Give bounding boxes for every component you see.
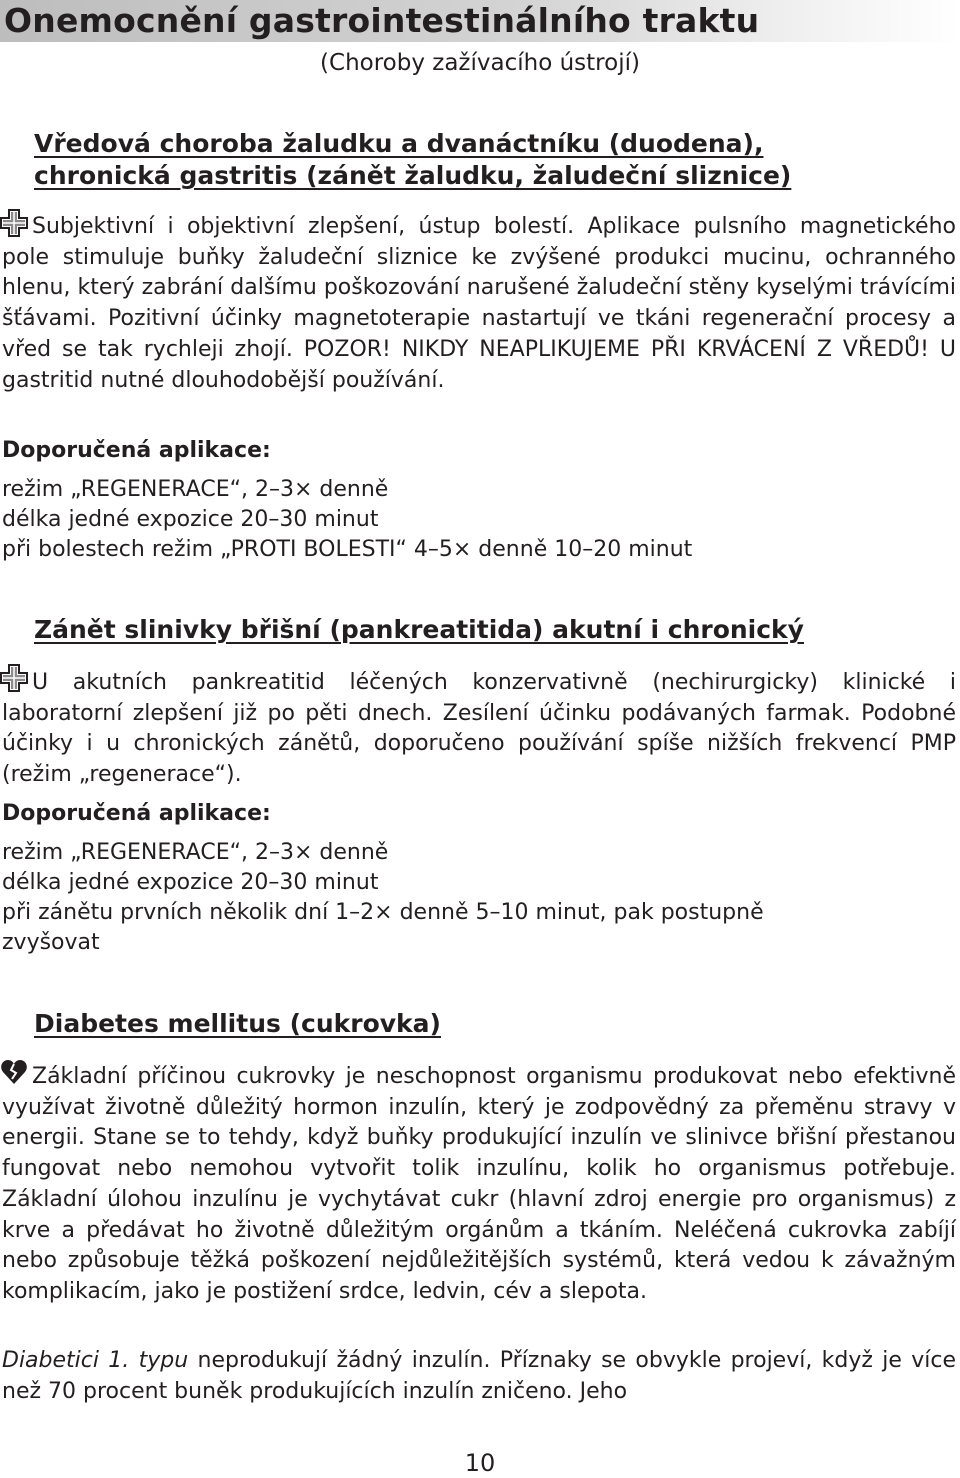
page-number: 10 xyxy=(464,1449,496,1477)
recommend-line: délka jedné expozice 20–30 minut xyxy=(2,507,379,532)
recommend-label-ulcer: Doporučená aplikace: xyxy=(2,438,271,463)
recommend-line: při zánětu prvních několik dní 1–2× denně 5–10 minut, pak postupně xyxy=(2,900,764,925)
section-heading-diabetes: Diabetes mellitus (cukrovka) xyxy=(34,1009,441,1038)
section-text-ulcer: Subjektivní i objektivní zlepšení, ústup bolestí. Aplikace pulsního magnetického pole stimuluje buňky žaludeční sliznice ke zvýšené produkci mucinu, ochranného hlenu, který zabrání dalšímu poškozování narušené žaludeční stěny kyselými trávícími šťávami. Pozitivní účinky magnetoterapie nastartují ve tkáni regenerační procesy a vřed se tak rychleji zhojí. POZOR! NIKDY NEAPLIKUJEME PŘI KRVÁCENÍ Z VŘEDŮ! U gastritid nutné dlouhodobější používání. xyxy=(2,214,956,393)
diabetes-type1-term: Diabetici 1. typu xyxy=(2,1348,189,1373)
section-heading-ulcer-line1: Vředová choroba žaludku a dvanáctníku (duodena), xyxy=(34,129,764,158)
section-text-diabetes: Základní příčinou cukrovky je neschopnost organismu produkovat nebo efektivně využívat životně důležitý hormon inzulín, který je zodpovědný za přeměnu stravy v energii. Stane se to tehdy, když buňky produkující inzulín ve slinivce břišní přestanou fungovat nebo nemohou vytvořit tolik inzulínu, kolik ho organismus potřebuje. Základní úlohou inzulínu je vychytávat cukr (hlavní zdroj energie pro organismus) z krve a předávat ho životně důležitým orgánům a tkáním. Neléčená cukrovka zabíjí nebo způsobuje těžká poškození nejdůležitějších systémů, která vedou k závažným komplikacím, jako je postižení srdce, ledvin, cév a slepota. xyxy=(2,1064,956,1304)
page-title: Onemocnění gastrointestinálního traktu xyxy=(4,1,760,40)
page-subtitle: (Choroby zažívacího ústrojí) xyxy=(320,50,640,76)
section-text-diabetes-type1: Diabetici 1. typu neprodukují žádný inzulín. Příznaky se obvykle projeví, když je více než 70 procent buněk produkujících inzulín zničeno. Jeho xyxy=(2,1348,956,1404)
section-heading-pancreatitis: Zánět slinivky břišní (pankreatitida) akutní i chronický xyxy=(34,615,804,644)
recommend-line: délka jedné expozice 20–30 minut xyxy=(2,870,379,895)
recommend-label-pancreatitis: Doporučená aplikace: xyxy=(2,801,271,826)
recommend-line: režim „REGENERACE“, 2–3× denně xyxy=(2,840,389,865)
section-text-pancreatitis: U akutních pankreatitid léčených konzervativně (nechirurgicky) klinické i laboratorní zlepšení již po pěti dnech. Zesílení účinku podávaných farmak. Podobné účinky i u chronických zánětů, doporučeno používání spíše nižších frekvencí PMP (režim „regenerace“). xyxy=(2,670,956,788)
section-heading-ulcer-line2: chronická gastritis (zánět žaludku, žaludeční sliznice) xyxy=(34,161,792,190)
recommend-line: zvyšovat xyxy=(2,930,100,955)
recommend-line: při bolestech režim „PROTI BOLESTI“ 4–5× denně 10–20 minut xyxy=(2,537,693,562)
recommend-line: režim „REGENERACE“, 2–3× denně xyxy=(2,477,389,502)
